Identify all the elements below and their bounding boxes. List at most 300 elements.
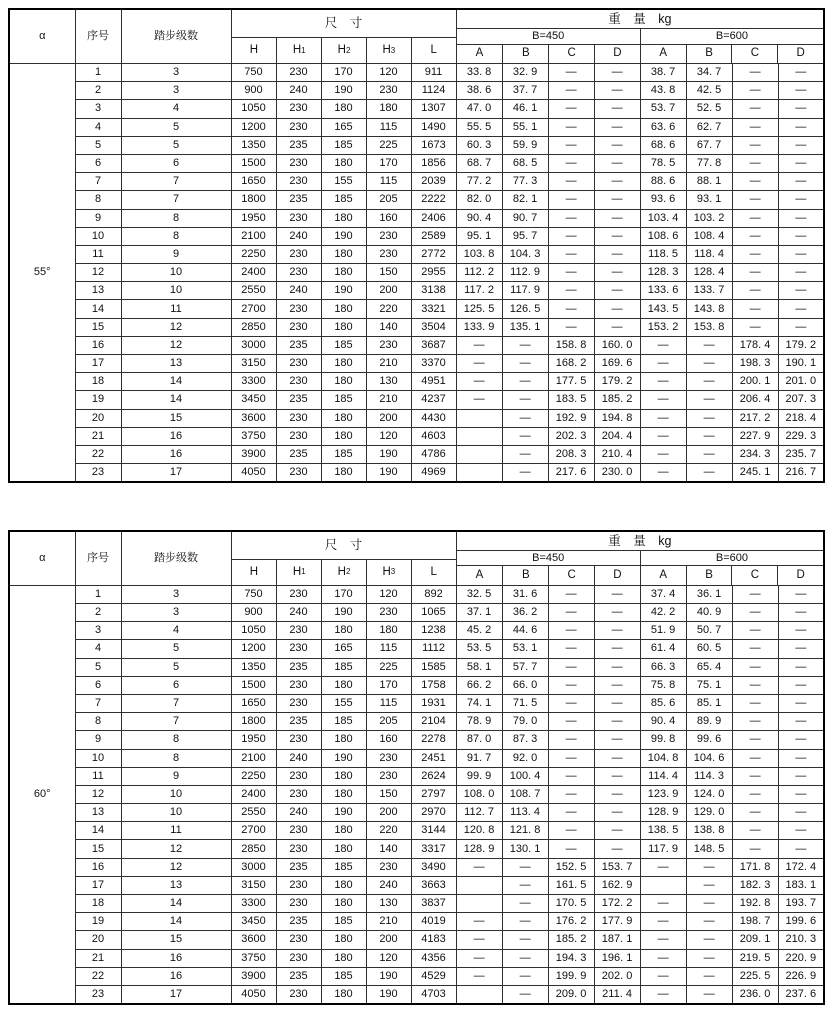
table-cell (456, 409, 502, 427)
table-cell: 124. 0 (686, 785, 732, 803)
table-cell: — (778, 282, 824, 300)
table-cell: 182. 3 (732, 876, 778, 894)
table-cell: 32. 9 (502, 64, 548, 82)
table-cell: 160. 0 (594, 336, 640, 354)
table-cell: 220 (366, 300, 411, 318)
table-cell: 220 (366, 822, 411, 840)
table-cell: 1931 (411, 694, 456, 712)
table-cell: — (548, 804, 594, 822)
table-cell: 2772 (411, 245, 456, 263)
table-cell: 85. 6 (640, 694, 686, 712)
table-row (9, 282, 824, 300)
table-cell: 234. 3 (732, 445, 778, 463)
table-cell: 3138 (411, 282, 456, 300)
table-cell (456, 427, 502, 445)
table-cell: 152. 5 (548, 858, 594, 876)
table-cell: — (548, 585, 594, 603)
table-cell: 9 (75, 209, 121, 227)
table-cell: 13 (121, 355, 231, 373)
table-cell: 126. 5 (502, 300, 548, 318)
table-cell: — (548, 731, 594, 749)
table-cell: 128. 3 (640, 264, 686, 282)
weight-column-labels (457, 45, 824, 64)
table-cell: 1124 (411, 82, 456, 100)
table-cell: 2222 (411, 191, 456, 209)
table-cell: 138. 5 (640, 822, 686, 840)
table-cell: 65. 4 (686, 658, 732, 676)
column-label: B (686, 566, 732, 585)
table-cell: 219. 5 (732, 949, 778, 967)
table-cell: — (778, 191, 824, 209)
table-cell: 190 (321, 604, 366, 622)
table-cell: 4356 (411, 949, 456, 967)
table-cell: 190 (321, 282, 366, 300)
table-cell: 150 (366, 264, 411, 282)
table-cell: 85. 1 (686, 694, 732, 712)
table-cell: 2250 (231, 767, 276, 785)
table-cell: — (778, 318, 824, 336)
table-header-row (9, 9, 824, 64)
table-cell: 1200 (231, 640, 276, 658)
table-cell: 36. 1 (686, 585, 732, 603)
weight-title: 重 量 kg (457, 532, 824, 551)
table-cell: — (640, 355, 686, 373)
table-row (9, 245, 824, 263)
table-row (9, 749, 824, 767)
table-cell: 15 (121, 409, 231, 427)
table-cell: 205 (366, 191, 411, 209)
table-cell (456, 464, 502, 482)
table-cell: — (548, 227, 594, 245)
table-cell: — (732, 604, 778, 622)
table-cell: 2550 (231, 804, 276, 822)
table-row (9, 82, 824, 100)
table-cell: — (548, 713, 594, 731)
table-cell: 202. 3 (548, 427, 594, 445)
b600-label: B=600 (640, 551, 823, 566)
column-label: D (594, 566, 640, 585)
table-cell: 180 (321, 731, 366, 749)
table-cell: 180 (321, 409, 366, 427)
table-cell: 209. 0 (548, 985, 594, 1003)
table-cell: 36. 2 (502, 604, 548, 622)
table-cell: 95. 7 (502, 227, 548, 245)
table-cell: 103. 4 (640, 209, 686, 227)
table-cell: 3317 (411, 840, 456, 858)
table-cell: 230 (276, 427, 321, 445)
table-cell: — (502, 373, 548, 391)
table-cell: — (548, 640, 594, 658)
table-cell: 230 (366, 749, 411, 767)
table-cell: 230 (276, 409, 321, 427)
table-cell: — (548, 822, 594, 840)
table-cell: 4183 (411, 931, 456, 949)
table-cell: — (502, 409, 548, 427)
table-cell: 230 (276, 767, 321, 785)
table-cell: — (594, 604, 640, 622)
table-cell: — (502, 985, 548, 1003)
table-cell: 7 (75, 694, 121, 712)
table-cell: 183. 1 (778, 876, 824, 894)
table-cell: 179. 2 (778, 336, 824, 354)
table-cell: 128. 9 (640, 804, 686, 822)
table-row (9, 264, 824, 282)
table-cell: 230 (276, 840, 321, 858)
table-cell: 230 (276, 373, 321, 391)
table-cell: — (548, 785, 594, 803)
table-cell: 2100 (231, 749, 276, 767)
table-cell: 140 (366, 840, 411, 858)
table-cell: 235 (276, 658, 321, 676)
table-cell: 108. 7 (502, 785, 548, 803)
table-cell: — (456, 913, 502, 931)
table-cell: 42. 2 (640, 604, 686, 622)
table-cell: — (594, 822, 640, 840)
table-cell: 22 (75, 445, 121, 463)
table-cell: 190 (321, 749, 366, 767)
table-cell: — (640, 931, 686, 949)
table-cell: 10 (75, 227, 121, 245)
table-cell: — (778, 731, 824, 749)
table-header-row (9, 531, 824, 586)
table-body-60deg (9, 585, 824, 1003)
table-cell: 120 (366, 64, 411, 82)
table-cell: 217. 2 (732, 409, 778, 427)
table-cell: 10 (121, 264, 231, 282)
table-cell: 1650 (231, 173, 276, 191)
table-cell: 6 (121, 154, 231, 172)
table-cell: — (778, 804, 824, 822)
table-cell: 143. 8 (686, 300, 732, 318)
table-row (9, 640, 824, 658)
table-cell: 6 (75, 676, 121, 694)
table-cell: 2797 (411, 785, 456, 803)
table-cell: 183. 5 (548, 391, 594, 409)
table-cell: 14 (75, 822, 121, 840)
table-cell: 2104 (411, 713, 456, 731)
table-cell: — (732, 154, 778, 172)
table-cell: — (686, 373, 732, 391)
dimensions-header-group (231, 9, 456, 64)
table-cell: 2039 (411, 173, 456, 191)
table-cell: 42. 5 (686, 82, 732, 100)
table-cell: 218. 4 (778, 409, 824, 427)
table-row (9, 391, 824, 409)
table-cell (456, 895, 502, 913)
table-cell: 17 (121, 985, 231, 1003)
table-cell: 2406 (411, 209, 456, 227)
column-label: H 1 (276, 38, 321, 63)
table-cell: 209. 1 (732, 931, 778, 949)
table-cell: 240 (276, 749, 321, 767)
table-cell: 180 (321, 767, 366, 785)
table-cell: 4703 (411, 985, 456, 1003)
table-cell: 172. 2 (594, 895, 640, 913)
table-cell: 19 (75, 391, 121, 409)
table-cell: 104. 3 (502, 245, 548, 263)
table-cell: — (548, 694, 594, 712)
table-cell: — (548, 264, 594, 282)
alpha-value: 55° (9, 64, 75, 482)
table-cell: — (594, 82, 640, 100)
table-cell: 129. 0 (686, 804, 732, 822)
table-cell: — (640, 949, 686, 967)
table-cell: — (640, 985, 686, 1003)
table-cell: — (502, 876, 548, 894)
table-cell: 130 (366, 895, 411, 913)
table-cell: 53. 5 (456, 640, 502, 658)
table-cell: — (732, 64, 778, 82)
table-cell: — (778, 749, 824, 767)
table-cell: 230 (366, 336, 411, 354)
table-cell: — (594, 658, 640, 676)
table-cell: 230 (276, 355, 321, 373)
column-label: D (594, 45, 640, 64)
column-label: A (640, 45, 686, 64)
table-cell: 118. 5 (640, 245, 686, 263)
table-row (9, 154, 824, 172)
table-cell: — (686, 464, 732, 482)
table-cell: 7 (121, 173, 231, 191)
table-cell: 230 (276, 154, 321, 172)
table-cell: — (594, 585, 640, 603)
alpha-column-header: α (9, 9, 75, 64)
table-cell: 240 (276, 82, 321, 100)
table-cell: — (778, 154, 824, 172)
table-cell: — (778, 136, 824, 154)
table-cell: 1200 (231, 118, 276, 136)
table-cell: 180 (321, 949, 366, 967)
table-cell: 128. 9 (456, 840, 502, 858)
table-cell: 115 (366, 173, 411, 191)
table-cell: 90. 4 (456, 209, 502, 227)
table-cell: 230 (276, 585, 321, 603)
table-cell: — (456, 858, 502, 876)
table-cell: 89. 9 (686, 713, 732, 731)
table-cell: 230 (366, 604, 411, 622)
table-cell: — (778, 822, 824, 840)
table-cell: 4430 (411, 409, 456, 427)
table-cell: — (594, 622, 640, 640)
table-cell: 237. 6 (778, 985, 824, 1003)
table-cell: 1800 (231, 713, 276, 731)
table-cell: — (502, 931, 548, 949)
table-cell: 180 (321, 464, 366, 482)
column-label: H (249, 565, 259, 578)
table-row (9, 300, 824, 318)
table-cell: 43. 8 (640, 82, 686, 100)
table-cell: — (732, 676, 778, 694)
table-cell: 180 (321, 355, 366, 373)
table-cell: 3150 (231, 355, 276, 373)
table-cell: 135. 1 (502, 318, 548, 336)
table-cell: — (640, 373, 686, 391)
table-cell: — (548, 658, 594, 676)
table-cell: — (686, 427, 732, 445)
b450-label: B=450 (532, 29, 565, 42)
table-cell: 1050 (231, 622, 276, 640)
table-cell: 93. 1 (686, 191, 732, 209)
table-cell: — (594, 154, 640, 172)
table-cell: — (732, 731, 778, 749)
table-cell: — (686, 876, 732, 894)
table-cell: 4 (121, 100, 231, 118)
table-cell: 14 (121, 373, 231, 391)
table-cell: — (502, 913, 548, 931)
table-row (9, 767, 824, 785)
table-cell: 10 (75, 749, 121, 767)
table-cell: 207. 3 (778, 391, 824, 409)
table-cell: 12 (121, 318, 231, 336)
table-cell: — (686, 858, 732, 876)
table-cell: 57. 7 (502, 658, 548, 676)
table-cell: — (594, 64, 640, 82)
column-label: H 2 (321, 560, 366, 585)
table-cell: 208. 3 (548, 445, 594, 463)
table-cell: 3 (121, 64, 231, 82)
table-cell: 178. 4 (732, 336, 778, 354)
table-cell: 1950 (231, 209, 276, 227)
table-cell: 170 (321, 585, 366, 603)
table-cell: — (548, 282, 594, 300)
table-cell: 17 (75, 355, 121, 373)
table-cell: 180 (321, 876, 366, 894)
table-cell: 911 (411, 64, 456, 82)
table-cell: 4951 (411, 373, 456, 391)
table-row (9, 427, 824, 445)
table-cell: 130. 1 (502, 840, 548, 858)
table-cell: 2250 (231, 245, 276, 263)
table-cell: 196. 1 (594, 949, 640, 967)
table-cell: — (594, 713, 640, 731)
table-cell: 112. 9 (502, 264, 548, 282)
table-cell: — (732, 658, 778, 676)
table-cell: 1350 (231, 136, 276, 154)
table-row (9, 136, 824, 154)
table-cell: 180 (321, 985, 366, 1003)
table-cell: 3 (121, 82, 231, 100)
table-cell: 160 (366, 209, 411, 227)
table-cell: 7 (121, 694, 231, 712)
table-cell: — (778, 100, 824, 118)
table-cell: 3 (75, 100, 121, 118)
table-cell: — (686, 336, 732, 354)
table-cell: — (548, 604, 594, 622)
column-label: L (411, 560, 456, 585)
table-cell: 13 (121, 876, 231, 894)
table-cell: 230 (276, 118, 321, 136)
table-cell: 6 (121, 676, 231, 694)
table-cell: 117. 9 (640, 840, 686, 858)
table-cell: — (502, 427, 548, 445)
table-cell: 180 (321, 318, 366, 336)
table-cell: 750 (231, 585, 276, 603)
table-cell: 120 (366, 585, 411, 603)
table-cell: 226. 9 (778, 967, 824, 985)
table-cell: — (456, 373, 502, 391)
table-cell: — (732, 767, 778, 785)
table-cell: 11 (121, 822, 231, 840)
table-cell: — (732, 822, 778, 840)
table-cell: 123. 9 (640, 785, 686, 803)
table-cell: 180 (321, 840, 366, 858)
table-cell: 1800 (231, 191, 276, 209)
column-label: C (548, 566, 594, 585)
table-cell: 185 (321, 967, 366, 985)
table-cell: 143. 5 (640, 300, 686, 318)
table-cell: 91. 7 (456, 749, 502, 767)
table-cell: — (548, 191, 594, 209)
column-label: B (502, 45, 548, 64)
table-cell: 79. 0 (502, 713, 548, 731)
table-cell: 199. 6 (778, 913, 824, 931)
table-cell: 230 (276, 173, 321, 191)
table-cell: — (456, 931, 502, 949)
table-row (9, 100, 824, 118)
column-label: H 3 (366, 560, 411, 585)
table-cell: 16 (75, 336, 121, 354)
table-cell: 82. 1 (502, 191, 548, 209)
table-cell: — (778, 82, 824, 100)
table-cell: 2550 (231, 282, 276, 300)
table-row (9, 336, 824, 354)
table-cell: 165 (321, 640, 366, 658)
table-row (9, 409, 824, 427)
table-cell: 3600 (231, 409, 276, 427)
table-cell: 38. 7 (640, 64, 686, 82)
table-cell: 4019 (411, 913, 456, 931)
table-cell: — (548, 622, 594, 640)
table-cell: — (594, 100, 640, 118)
table-cell: 170 (321, 64, 366, 82)
table-cell: 12 (121, 858, 231, 876)
table-cell: 117. 9 (502, 282, 548, 300)
table-cell: 180 (321, 209, 366, 227)
table-row (9, 355, 824, 373)
table-cell: — (640, 464, 686, 482)
table-cell: 155 (321, 694, 366, 712)
table-cell: 120 (366, 427, 411, 445)
table-cell: 210 (366, 355, 411, 373)
alpha-value: 60° (9, 585, 75, 1003)
table-cell: 1758 (411, 676, 456, 694)
table-cell: 66. 0 (502, 676, 548, 694)
table-cell: — (594, 640, 640, 658)
table-cell: 176. 2 (548, 913, 594, 931)
table-cell: 200 (366, 931, 411, 949)
table-cell: 240 (276, 227, 321, 245)
table-cell: 220. 9 (778, 949, 824, 967)
table-cell: 108. 6 (640, 227, 686, 245)
table-row (9, 373, 824, 391)
table-cell: — (686, 895, 732, 913)
table-cell: 2 (75, 604, 121, 622)
table-cell: 192. 9 (548, 409, 594, 427)
table-cell: 211. 4 (594, 985, 640, 1003)
table-cell: 115 (366, 640, 411, 658)
table-cell: 180 (321, 895, 366, 913)
table-cell: 55. 5 (456, 118, 502, 136)
table-cell: 190 (321, 82, 366, 100)
table-cell: 180 (321, 245, 366, 263)
table-cell: — (594, 209, 640, 227)
table-cell: 900 (231, 82, 276, 100)
table-cell: 21 (75, 427, 121, 445)
table-cell: 190 (321, 804, 366, 822)
table-cell: — (594, 749, 640, 767)
table-cell: — (732, 136, 778, 154)
table-cell: 190. 1 (778, 355, 824, 373)
